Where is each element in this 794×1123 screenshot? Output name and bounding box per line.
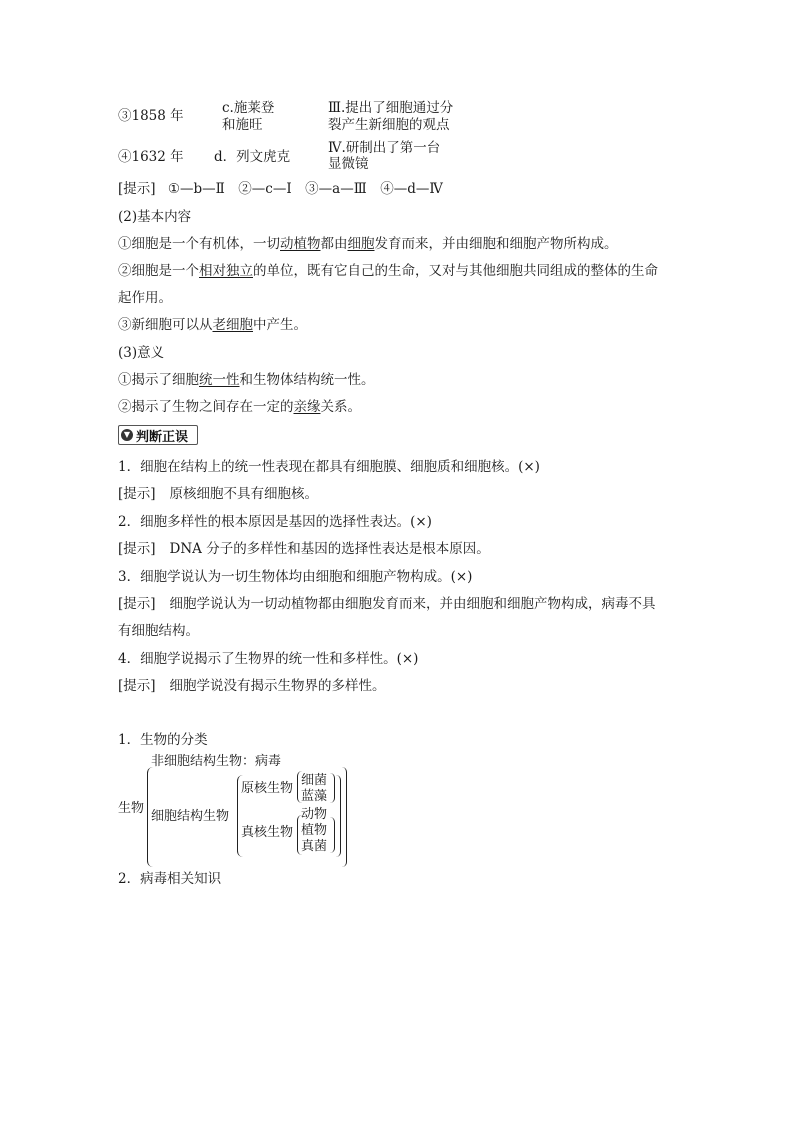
hint-match [118, 177, 443, 197]
close-brace [330, 773, 335, 803]
underline-term: 统一性 [199, 372, 240, 388]
hint-label: [提示] [118, 181, 156, 197]
tree-eukaryote: 真核生物 [241, 825, 294, 840]
underline-term: 细胞 [347, 236, 375, 252]
row3-person-line2: 和施旺 [222, 117, 263, 133]
meaning-heading: (3)意义 [118, 345, 165, 361]
basic-p1: ①细胞是一个有机体，一切动植物都由细胞发育而来，并由细胞和细胞产物所构成。 [118, 236, 618, 252]
virus-heading: 2．病毒相关知识 [118, 871, 222, 887]
tree-non-cell: 非细胞结构生物：病毒 [151, 754, 282, 769]
tree-pro-item: 蓝藻 [301, 789, 328, 804]
tree-cell: 细胞结构生物 [151, 809, 230, 824]
row3-event-line1: Ⅲ.提出了细胞通过分 [328, 100, 454, 116]
basic-p2: ②细胞是一个相对独立的单位，既有它自己的生命，又对与其他细胞共同组成的整体的生命 [118, 263, 658, 279]
basic-heading: (2)基本内容 [118, 209, 192, 225]
tree-euk-item: 植物 [301, 823, 328, 838]
judge-q4: 4．细胞学说揭示了生物界的统一性和多样性。(×) [118, 651, 419, 667]
row4-year: ④1632 年 [118, 149, 184, 165]
row3-person-line1: c.施莱登 [222, 100, 275, 116]
judge-badge [118, 425, 198, 445]
judge-q1: 1．细胞在结构上的统一性表现在都具有细胞膜、细胞质和细胞核。(×) [118, 459, 540, 475]
judge-badge-label: 判断正误 [136, 429, 189, 445]
tree-pro-item: 细菌 [301, 773, 328, 788]
basic-p2-cont: 起作用。 [118, 290, 172, 306]
judge-q3: 3．细胞学说认为一切生物体均由细胞和细胞产物构成。(×) [118, 569, 473, 585]
chevron-down-icon: ▼ [121, 429, 133, 441]
tree-root: 生物 [118, 801, 145, 816]
basic-p3: ③新细胞可以从老细胞中产生。 [118, 317, 307, 333]
underline-term: 老细胞 [212, 317, 253, 333]
classification-tree [118, 745, 358, 875]
judge-q2: 2．细胞多样性的根本原因是基因的选择性表达。(×) [118, 514, 432, 530]
classification-heading: 1．生物的分类 [118, 732, 208, 748]
judge-h1: [提示] 原核细胞不具有细胞核。 [118, 486, 319, 502]
close-brace [336, 775, 341, 857]
close-brace [342, 767, 347, 867]
row4-event-line1: Ⅳ.研制出了第一台 [328, 140, 441, 156]
tree-prokaryote: 原核生物 [241, 781, 294, 796]
meaning-p2: ②揭示了生物之间存在一定的亲缘关系。 [118, 399, 361, 415]
judge-h4: [提示] 细胞学说没有揭示生物界的多样性。 [118, 678, 386, 694]
close-brace [330, 817, 335, 853]
row3-event-line2: 裂产生新细胞的观点 [328, 117, 450, 133]
row3-year: ③1858 年 [118, 108, 184, 124]
underline-term: 亲缘 [293, 399, 321, 415]
tree-euk-item: 动物 [301, 807, 328, 822]
meaning-p1: ①揭示了细胞统一性和生物体结构统一性。 [118, 372, 375, 388]
underline-term: 动植物 [280, 236, 321, 252]
judge-h3: [提示] 细胞学说认为一切动植物都由细胞发育而来，并由细胞和细胞产物构成，病毒不具 [118, 596, 656, 612]
judge-h3-cont: 有细胞结构。 [118, 623, 199, 639]
tree-euk-item: 真菌 [301, 839, 328, 854]
row4-event-line2: 显微镜 [328, 156, 369, 172]
hint-text: ①—b—Ⅱ ②—c—Ⅰ ③—a—Ⅲ ④—d—Ⅳ [167, 181, 443, 197]
row4-person: d．列文虎克 [214, 149, 291, 165]
judge-h2: [提示] DNA 分子的多样性和基因的选择性表达是根本原因。 [118, 541, 490, 557]
underline-term: 相对独立 [199, 263, 253, 279]
